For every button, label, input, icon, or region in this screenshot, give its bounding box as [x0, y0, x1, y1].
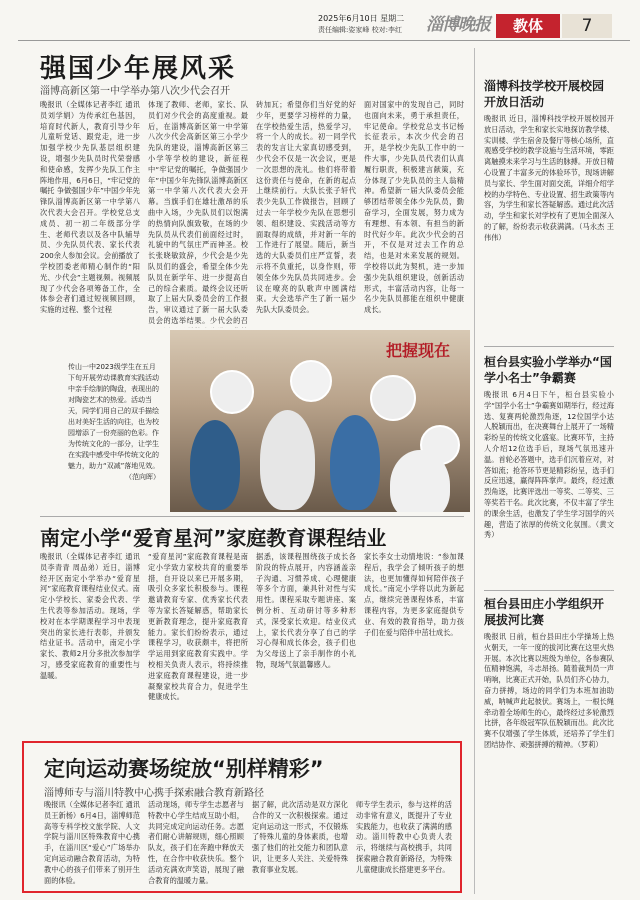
article2-headline: 南定小学“爱育星河”家庭教育课程结业: [40, 526, 387, 550]
column-divider: [474, 48, 475, 894]
divider: [484, 346, 614, 347]
article1-subheadline: 淄博高新区第一中学举办第八次少代会召开: [40, 86, 230, 97]
sidebar-article2-headline: 桓台县实验小学举办“国学小名士”争霸赛: [484, 355, 612, 385]
section-label: 教体: [496, 14, 560, 38]
article3-column-2: 活动现场，师专学生志愿者与特教中心学生结成互助小组，共同完成定向运动任务。志愿者们耐心讲解规则，细心照顾队友，孩子们在奔跑中释放天性，在合作中收获快乐。整个活动充满欢声笑语，展现了融合教育的温暖力量。: [148, 800, 244, 885]
student-figure: [190, 420, 240, 510]
article3-headline: 定向运动赛场绽放“别样精彩”: [44, 757, 324, 781]
newspaper-logo: 淄博晚报: [426, 15, 490, 35]
divider: [484, 590, 614, 591]
student-figure: [390, 450, 450, 512]
article3-column-1: 晚报讯（全媒体记者李红 通讯员王新杨）6月4日，淄博师范高等专科学校文旅学院、人文学院与淄川区特殊教育中心携手，在淄川区“爱心”广场举办定向运动融合教育活动，为特教中心的孩子们带来了别开生面的体验。: [44, 800, 140, 885]
sidebar-article1-headline: 淄博科技学校开展校园开放日活动: [484, 79, 605, 109]
students-photo: [170, 330, 470, 512]
sidebar-article3-body: 晚报讯 日前，桓台县田庄小学操场上热火朝天，一年一度的拔河比赛在这里火热开展。本次比赛以班级为单位，各参赛队伍精神饱满，斗志昂扬。随着裁判员一声哨响，比赛正式开始，队员们齐心协力，奋力拼搏，场边的同学们为本班加油助威，呐喊声此起彼伏。赛场上，一根长绳牵动着全场师生的心，最终经过多轮激烈比拼，各年级冠军队伍脱颖而出。此次比赛不仅增强了学生体质，还培养了学生们团结协作、顽强拼搏的精神。（罗莉）: [484, 632, 614, 749]
sidebar-article3-headline: 桓台县田庄小学组织开展拔河比赛: [484, 597, 605, 627]
masthead-rule: [18, 40, 630, 41]
divider: [40, 516, 464, 517]
article3-column-4: 师专学生表示，参与这样的活动非常有意义，既提升了专业实践能力，也收获了满满的感动。淄川特教中心负责人表示，将继续与高校携手，共同探索融合教育新路径，为特殊儿童健康成长搭建更多平台。: [356, 800, 452, 874]
article2-column-1: 晚报讯（全媒体记者李红 通讯员李青青 周品弟）近日，淄博经开区南定小学举办“爱育星河”家庭教育课程结业仪式。南定小学校长、家委会代表、学生代表等参加活动。现场，学校对在本学期课程学习中表现突出的家长进行表彰，并颁发结业证书。活动中，南定小学家长、教师2月分多批次参加学习，感受家庭教育的重要性与温暖。: [40, 552, 140, 680]
photo-caption-author: （范向晖）: [125, 473, 160, 481]
article2-column-4: 家长李女士动情地说：“参加课程后，我学会了倾听孩子的想法，也更加懂得如何陪伴孩子成长。”南定小学将以此为新起点，继续完善课程体系，丰富课程内容，为更多家庭提供专业、有效的教育指导，助力孩子们在爱与陪伴中茁壮成长。: [364, 552, 464, 637]
photo-caption: [68, 362, 160, 483]
photo-caption-text: 传山一中2023级学生在五月下旬开展劳动课教育实践活动中亲手绘制的陶盘，表现出的对陶瓷艺术的热爱。活动当天，同学们用自己的双手描绘出对美好生活的向往，也为校园增添了一份亮丽的色彩。作为传统文化的一部分，让学生在实践中感受中华传统文化的魅力，助力“双减”落地见效。: [68, 363, 160, 470]
student-figure: [260, 410, 315, 510]
article1-headline: 强国少年展风采: [40, 54, 237, 84]
issue-date: 2025年6月10日 星期二: [318, 14, 405, 23]
painted-plate-image: [210, 370, 254, 414]
page-number: 7: [562, 14, 612, 38]
masthead: [18, 8, 630, 42]
sidebar-article1-body: 晚报讯 近日，淄博科技学校开展校园开放日活动，学生和家长实地探访教学楼、实训楼、学生宿舍及餐厅等核心场所，直观感受学校的教学设施与生活环境，零距离触摸未来学习与生活的脉搏。开放日精心设置了丰富多元的体验环节，现场讲解员与家长、学生面对面交流，详细介绍学校的办学特色、专业设置、招生政策等内容，为学生和家长答疑解惑。通过此次活动，学生和家长对学校有了更加全面深入的了解，纷纷表示收获满满。（马永杰 王伟伟）: [484, 114, 614, 242]
painted-plate-image: [290, 360, 332, 402]
article3-column-3: 据了解，此次活动是双方深化合作的又一次积极探索。通过定向运动这一形式，不仅锻炼了特殊儿童的身体素质，也增强了他们的社交能力和团队意识，让更多人关注、关爱特殊教育事业发展。: [252, 800, 348, 874]
article1-column-3: 砖加瓦；希望你们当好党的好少年，更要学习榜样的力量，在学校热爱生活，热爱学习，将一个人的成长。初一同学代表的发言让大家真切感受到，少代会不仅是一次会议，更是一次思想的洗礼。他们将带着这份责任与使命，在新的起点上继续前行。大队长张子轩代表少先队工作做报告，回顾了过去一年学校少先队在思想引领、组织建设、实践活动等方面取得的成绩，并对新一年的工作进行了展望。随后，新当选的大队委员们庄严宣誓，表示将不负重托，以身作则，带领全体少先队员共同进步。会议在嘹亮的队歌声中圆满结束。大会选举产生了新一届少先队大队委员会。: [256, 100, 356, 315]
article2-column-2: “爱育星河”家庭教育课程是南定小学致力家校共育的重要举措，自开设以来已开展多期，吸引众多家长积极参与。课程邀请教育专家、优秀家长代表等为家长答疑解惑，帮助家长更新教育理念，提升家庭教育能力。家长们纷纷表示，通过课程学习，收获颇丰，将把所学运用到家庭教育实践中。学校相关负责人表示，将持续推进家庭教育课程建设，进一步凝聚家校共育合力，促进学生健康成长。: [148, 552, 248, 702]
editor-credits: 责任编辑:姿家峰 校对:李红: [318, 26, 402, 34]
student-figure: [330, 415, 380, 510]
photo-sign: 把握现在: [385, 341, 450, 360]
article1-column-1: 晚报讯（全媒体记者李红 通讯员刘学娟）为传承红色基因，培育时代新人，教育引导少年儿童听党话、跟党走，进一步加强学校少先队基层组织建设，增强少先队员时代荣誉感和使命感，发挥少先队工作主阵地作用，6月6日，“牢记党的嘱托 争做强国少年”中国少年先锋队淄博高新区第一中学第八次代表大会召开。学校党总支成员、初一初二年级部分学生、老师代表以及各中队辅导员、少先队员代表、家长代表200余人参加会议。会前播放了学校团委老师精心制作的“阳光、少代会”主题视频。视频展现了少代会各项筹备工作，全体参会者们通过短视频回顾，实施的过程、整个过程: [40, 100, 140, 315]
article2-column-3: 据悉，该课程围绕孩子成长各阶段的特点展开，内容涵盖亲子沟通、习惯养成、心理健康等多个方面，兼具针对性与实用性。课程采取专题讲座、案例分析、互动研讨等多种形式，深受家长欢迎。结业仪式上，家长代表分享了自己的学习心得和成长体会，孩子们也为父母送上了亲手制作的小礼物，现场气氛温馨感人。: [256, 552, 356, 669]
article1-column-4: 面对国家中的发现自己，同时也面向未来，勇于承担责任，牢记使命。学校党总支书记杨长征表示，本次少代会的召开，是学校少先队工作中的一件大事，少先队员代表们认真履行职责，积极建言献策，充分体现了少先队员的主人翁精神。希望新一届大队委员会能够团结带领全体少先队员，勤奋学习，全面发展，努力成为有理想、有本领、有担当的新时代好少年。此次少代会的召开，不仅是对过去工作的总结，也是对未来发展的规划。学校将以此为契机，进一步加强少先队组织建设，创新活动形式，丰富活动内容，让每一名少先队员都能在组织中健康成长。: [364, 100, 464, 315]
painted-plate-image: [370, 375, 416, 421]
article1-column-2: 体现了教师、老师，家长、队员们对少代会的高度重视。最后，在淄博高新区第一中学第八次少代会高新区第三小学少先队的建设，淄博高新区第三小学等学校的建设，新征程中“牢记党的嘱托，争做强国少年”中国少年先锋队淄博高新区第一中学第八次代表大会开幕。当旗手们在雄壮激昂的乐曲中入场，少先队员们以饱满的热情向队旗致敬，在场的少先队员从代表们前面经过时，礼貌中的气氛庄严而神圣。校长张晓敏致辞，少代会是少先队员们的盛会，希望全体少先队员在新学年、进一步提高自己的综合素质。最终会议还听取了上届大队委员会的工作报告，审议通过了新一届大队委员会的选举结果。少代会的召: [148, 100, 248, 325]
article3-subheadline: 淄博师专与淄川特教中心携手探索融合教育新路径: [44, 788, 264, 799]
sidebar-article2-body: 晚报讯 6月4日下午，桓台县实验小学“国学小名士”争霸赛如期举行，经过海选、复赛两轮激烈角逐，12位国学小达人脱颖而出，在决赛舞台上展开了一场精彩纷呈的传统文化盛宴。比赛环节，主持人介绍12位选手后，现场气氛迅速升温。首轮必答题中，选手们沉着应对，对答如流；抢答环节更是精彩纷呈，选手们反应迅速，赢得阵阵掌声。最终，经过激烈角逐，比赛评选出一等奖、二等奖、三等奖若干名。此次比赛，不仅丰富了学生的课余生活，也激发了学生学习国学的兴趣，营造了浓厚的传统文化氛围。（黄文秀）: [484, 390, 614, 540]
